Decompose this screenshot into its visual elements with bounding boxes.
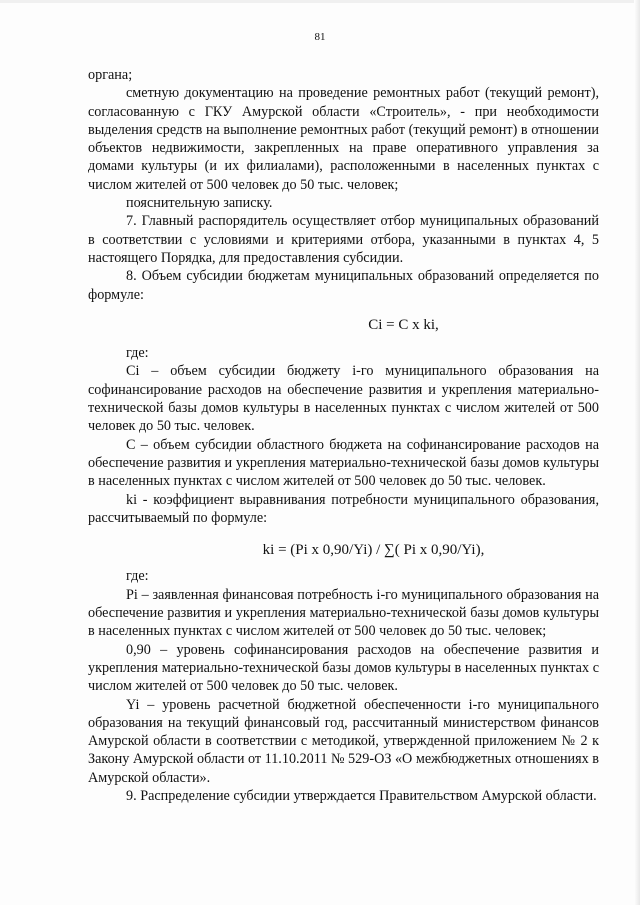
scan-right-edge [634, 0, 640, 905]
where-label-1: где: [126, 345, 149, 362]
formula-ci: Ci = C x ki, [368, 316, 439, 333]
page-number: 81 [314, 31, 326, 43]
paragraph-ci-definition: Ci – объем субсидии бюджету i-го муниципального образования на софинансирование расходов на обеспечение развития и укрепления материально-технической базы домов культуры в населенных пунктах с числом жителей от 500 человек до 50 тыс. человек. [88, 363, 599, 435]
where-label-2: где: [126, 568, 149, 585]
paragraph-estimate-documentation: сметную документацию на проведение ремонтных работ (текущий ремонт), согласованную с ГКУ Амурской области «Строитель», - при необходимости выделения средств на выполнение ремонтных работ (текущий ремонт) в отношении объектов недвижимости, закрепленных на праве оперативного управления за домами культуры (и их филиалами), расположенными в населенных пунктах с числом жителей от 500 человек до 50 тыс. человек; [88, 85, 599, 193]
paragraph-pi-definition: Pi – заявленная финансовая потребность i-го муниципального образования на обеспечение развития и укрепления материально-технической базы домов культуры в населенных пунктах с числом жителей от 500 человек до 50 тыс. человек; [88, 586, 599, 640]
paragraph-item-9: 9. Распределение субсидии утверждается Правительством Амурской области. [126, 787, 597, 804]
paragraph-item-7: 7. Главный распорядитель осуществляет отбор муниципальных образований в соответствии с условиями и критериями отбора, указанными в пунктах 4, 5 настоящего Порядка, для предоставления субсидии. [88, 213, 599, 266]
paragraph-yi-definition: Yi – уровень расчетной бюджетной обеспеченности i-го муниципального образования на текущий финансовый год, рассчитанный министерством финансов Амурской области в соответствии с методикой, утвержденной приложением № 2 к Закону Амурской области от 11.10.2011 № 529-ОЗ «О межбюджетных отношениях в Амурской области». [88, 696, 600, 786]
paragraph-organ: органа; [88, 67, 133, 83]
scan-top-edge [0, 0, 640, 3]
paragraph-090-definition: 0,90 – уровень софинансирования расходов на обеспечение развития и укрепления материально-технической базы домов культуры в населенных пунктах с числом жителей от 500 человек до 50 тыс. человек. [88, 641, 599, 695]
paragraph-c-definition: С – объем субсидии областного бюджета на софинансирование расходов на обеспечение развития и укрепления материально-технической базы домов культуры в населенных пунктах с числом жителей от 500 человек до 50 тыс. человек. [88, 436, 599, 490]
formula-ki: ki = (Pi x 0,90/Yi) / ∑( Pi x 0,90/Yi), [262, 542, 485, 559]
paragraph-explanatory-note: пояснительную записку. [126, 195, 273, 212]
paragraph-ki-definition: ki - коэффициент выравнивания потребности муниципального образования, рассчитываемый по формуле: [88, 491, 599, 526]
document-body [88, 66, 599, 805]
paragraph-item-8: 8. Объем субсидии бюджетам муниципальных образований определяется по формуле: [88, 268, 599, 303]
